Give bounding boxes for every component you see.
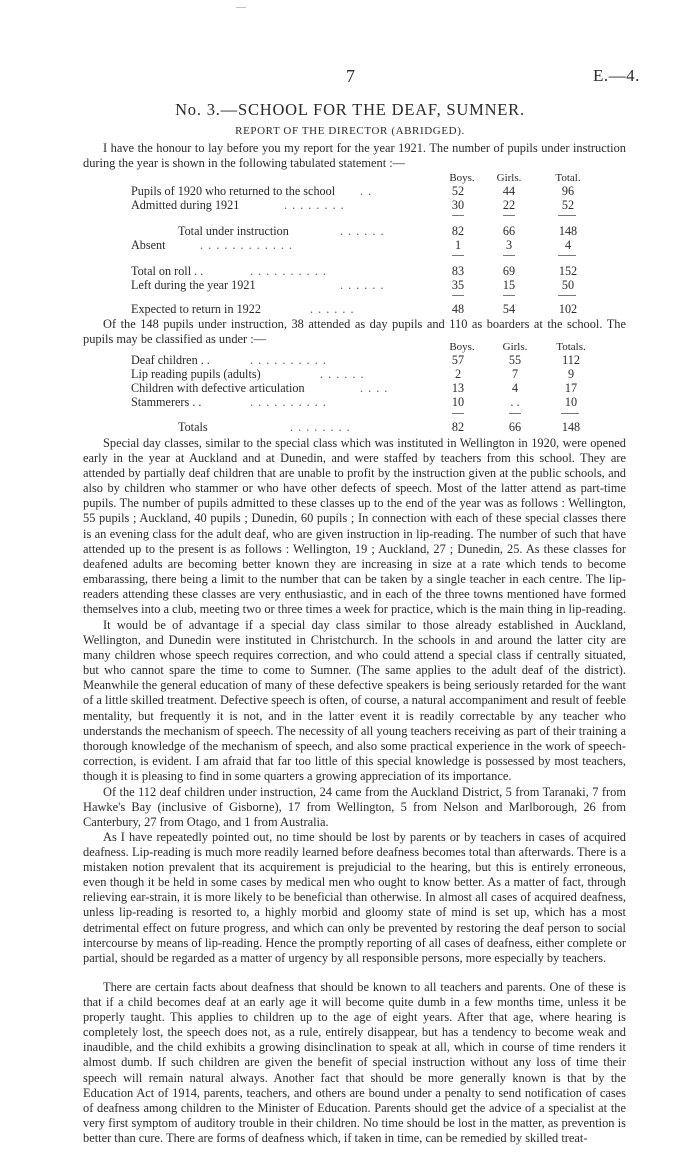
table-row	[0, 264, 700, 279]
row-label: Total under instruction	[178, 224, 289, 238]
divider	[452, 413, 464, 414]
body-paragraph: There are certain facts about deafness that should be known to all teachers and parents. One of these is that if a child becomes deaf at an early age it will become quite dumb in a few months time, unless it be properly taught. This applies to children up to the age of eight years. After that age, where hearing is completely lost, the speech does not, as a rule, entirely disappear, but has a tendency to become weak and inaudible, and the child exhibits a growing disinclination to speak at all, which in course of time renders it almost dumb. If such children are given the benefit of special instruction without any loss of time their speech will remain natural always. Another fact that should be more generally known is that by the Education Act of 1914, parents, teachers, and others are bound under a penalty to send notification of cases of deafness among children to the Minister of Education. Parents should get the advice of a specialist at the very first symptom of auditory trouble in their children. No time should be lost in the matter, as prevention is better than cure. There are forms of deafness which, if taken in time, can be remedied by skilled treat-	[83, 980, 626, 1145]
row-label: Absent	[131, 238, 166, 252]
column-header-total: Total.	[555, 172, 581, 184]
body-paragraph: Of the 112 deaf children under instruction, 24 came from the Auckland District, 5 from Taranaki, 7 from Hawke's Bay (inclusive of Gisborne), 17 from Wellington, 5 from Nelson and Marlborough, 26 from Canterbury, 27 from Otago, and 1 from Australia.	[83, 785, 626, 830]
row-label: Expected to return in 1922	[131, 302, 261, 316]
column-header-girls: Girls.	[496, 172, 522, 184]
leader-dots: . . . . . . . .	[284, 198, 345, 212]
table-row	[0, 198, 700, 213]
column-header-girls: Girls.	[502, 341, 528, 353]
row-label: Totals	[178, 420, 208, 434]
leader-dots: . . . . . .	[340, 278, 385, 292]
divider	[452, 215, 464, 216]
girls-value: 15	[502, 278, 516, 292]
boys-value: 82	[451, 420, 465, 434]
row-label: Pupils of 1920 who returned to the school	[131, 184, 336, 198]
boys-value: 35	[451, 278, 465, 292]
boys-value: 83	[451, 264, 465, 278]
leader-dots: . . . . . .	[310, 302, 355, 316]
page-number: 7	[346, 66, 355, 86]
divider	[558, 215, 576, 216]
total-value: 4	[564, 238, 572, 252]
total-value: 9	[567, 367, 575, 381]
leader-dots: . . . . . . . . . .	[250, 353, 327, 367]
total-value: 10	[564, 395, 578, 409]
table-row	[0, 395, 700, 410]
table-row	[0, 184, 700, 199]
divider	[452, 295, 464, 296]
total-value: 17	[564, 381, 578, 395]
report-title: No. 3.—SCHOOL FOR THE DEAF, SUMNER.	[175, 100, 525, 119]
girls-value: 4	[511, 381, 519, 395]
girls-value: 66	[502, 224, 516, 238]
girls-value: 55	[508, 353, 522, 367]
column-header-totals: Totals.	[556, 341, 586, 353]
leader-dots: . . . . . .	[320, 367, 365, 381]
column-header-boys: Boys.	[449, 341, 475, 353]
total-value: 96	[561, 184, 575, 198]
row-label: Children with defective articulation	[131, 381, 305, 395]
leader-dots: . . . . . . . . . . . .	[200, 238, 294, 252]
table-row	[0, 224, 700, 239]
divider	[503, 295, 515, 296]
table-row	[0, 381, 700, 396]
intro-paragraph: I have the honour to lay before you my report for the year 1921. The number of pupils under instruction during the year is shown in the following tabulated statement :—	[83, 141, 626, 171]
divider	[558, 295, 576, 296]
body-paragraph: It would be of advantage if a special day class similar to those already established in Auckland, Wellington, and Dunedin were instituted in Christchurch. In the schools in and around the latter city are many children whose speech requires correction, and who could attend a special class if centrally situated, but who cannot spare the time to come to Sumner. (The same applies to the adult deaf of the district). Meanwhile the general education of many of these defective speakers is being seriously retarded for the want of a little skilled treatment. Defective speech is often, of course, a natural accompaniment and result of feeble mentality, but frequently it is not, and in the latter event it is readily correctable by any teacher who understands the mechanism of speech. The necessity of all young teachers receiving as part of their training a thorough knowledge of the mechanism of speech, and also some practical experience in the work of speech-correction, is evident. I am afraid that far too little of this special knowledge is possessed by most teachers, though it is pleasing to find in some quarters a growing appreciation of its importance.	[83, 618, 626, 783]
boys-value: 2	[454, 367, 462, 381]
total-value: 148	[561, 420, 581, 434]
girls-value: . .	[510, 395, 520, 409]
girls-value: 69	[502, 264, 516, 278]
leader-dots: . . . . . .	[340, 224, 385, 238]
girls-value: 7	[511, 367, 519, 381]
boys-value: 52	[451, 184, 465, 198]
divider	[509, 413, 521, 414]
boys-value: 30	[451, 198, 465, 212]
row-label: Deaf children . .	[131, 353, 210, 367]
divider	[558, 255, 576, 256]
leader-dots: . .	[360, 184, 373, 198]
leader-dots: . . . . . . . . . .	[250, 395, 327, 409]
report-subtitle: REPORT OF THE DIRECTOR (ABRIDGED).	[235, 125, 465, 137]
divider	[561, 413, 579, 414]
boys-value: 1	[454, 238, 462, 252]
classification-paragraph: Of the 148 pupils under instruction, 38 attended as day pupils and 110 as boarders at the school. The pupils may be classified as under :—	[83, 317, 626, 347]
girls-value: 22	[502, 198, 516, 212]
table-row	[0, 278, 700, 293]
boys-value: 48	[451, 302, 465, 316]
total-value: 50	[561, 278, 575, 292]
girls-value: 66	[508, 420, 522, 434]
table-row	[0, 367, 700, 382]
row-label: Left during the year 1921	[131, 278, 256, 292]
body-paragraph: Special day classes, similar to the special class which was instituted in Wellington in 1920, were opened early in the year at Auckland and at Dunedin, and were staffed by teachers from this school. They are attended by partially deaf children that are unable to profit by the instruction given at the public schools, and also by children who stammer or who have other defects of speech. Most of the latter attend as part-time pupils. The number of pupils admitted to these classes up to the end of the year was as follows : Wellington, 55 pupils ; Auckland, 40 pupils ; Dunedin, 60 pupils ; In connection with each of these special classes there is an evening class for the adult deaf, who are given instruction in lip-reading. The number of such that have attended up to the present is as follows : Wellington, 19 ; Auckland, 27 ; Dunedin, 25. As these classes for deafened adults are becoming better known they are increasing in size at a rate which tends to become embarassing, there being a limit to the number that can be taken by a single teacher in each centre. The lip-readers attending these classes are very enthusiastic, and in each of the three towns mentioned have formed themselves into a club, meeting two or three times a week for practice, which is the main thing in lip-reading.	[83, 436, 626, 617]
total-value: 102	[558, 302, 578, 316]
divider	[503, 255, 515, 256]
leader-dots: . . . .	[360, 381, 389, 395]
table-row	[0, 420, 700, 435]
table-row	[0, 302, 700, 317]
leader-dots: . . . . . . . . . .	[250, 264, 327, 278]
total-value: 112	[562, 353, 580, 367]
total-value: 148	[558, 224, 578, 238]
boys-value: 57	[451, 353, 465, 367]
leader-dots: . . . . . . . .	[290, 420, 351, 434]
row-label: Admitted during 1921	[131, 198, 240, 212]
divider	[503, 215, 515, 216]
document-reference: E.—4.	[593, 66, 640, 85]
row-label: Stammerers . .	[131, 395, 202, 409]
row-label: Total on roll . .	[131, 264, 204, 278]
total-value: 152	[558, 264, 578, 278]
column-header-boys: Boys.	[449, 172, 475, 184]
divider	[452, 255, 464, 256]
table-row	[0, 353, 700, 368]
total-value: 52	[561, 198, 575, 212]
table-row	[0, 238, 700, 253]
boys-value: 10	[451, 395, 465, 409]
boys-value: 82	[451, 224, 465, 238]
boys-value: 13	[451, 381, 465, 395]
body-paragraph: As I have repeatedly pointed out, no time should be lost by parents or by teachers in cases of acquired deafness. Lip-reading is much more readily learned before deafness becomes total than afterwards. There is a mistaken notion prevalent that its acquirement is prejudicial to the hearing, but this is entirely erroneous, even though it be held in some cases by medical men who ought to know better. As a matter of fact, through relieving ear-strain, it is more likely to be beneficial than otherwise. In almost all cases of acquired deafness, unless lip-reading is resorted to, a highly morbid and gloomy state of mind is set up, which has a most detrimental effect on future progress, and which can only be prevented by restoring the deaf person to social intercourse by means of lip-reading. Hence the promptly reporting of all cases of deafness, either complete or partial, should be regarded as a matter of urgency by all responsible persons, more especially by teachers.	[83, 830, 626, 965]
row-label: Lip reading pupils (adults)	[131, 367, 261, 381]
top-mark: —	[236, 2, 246, 13]
girls-value: 54	[502, 302, 516, 316]
girls-value: 44	[502, 184, 516, 198]
girls-value: 3	[505, 238, 513, 252]
